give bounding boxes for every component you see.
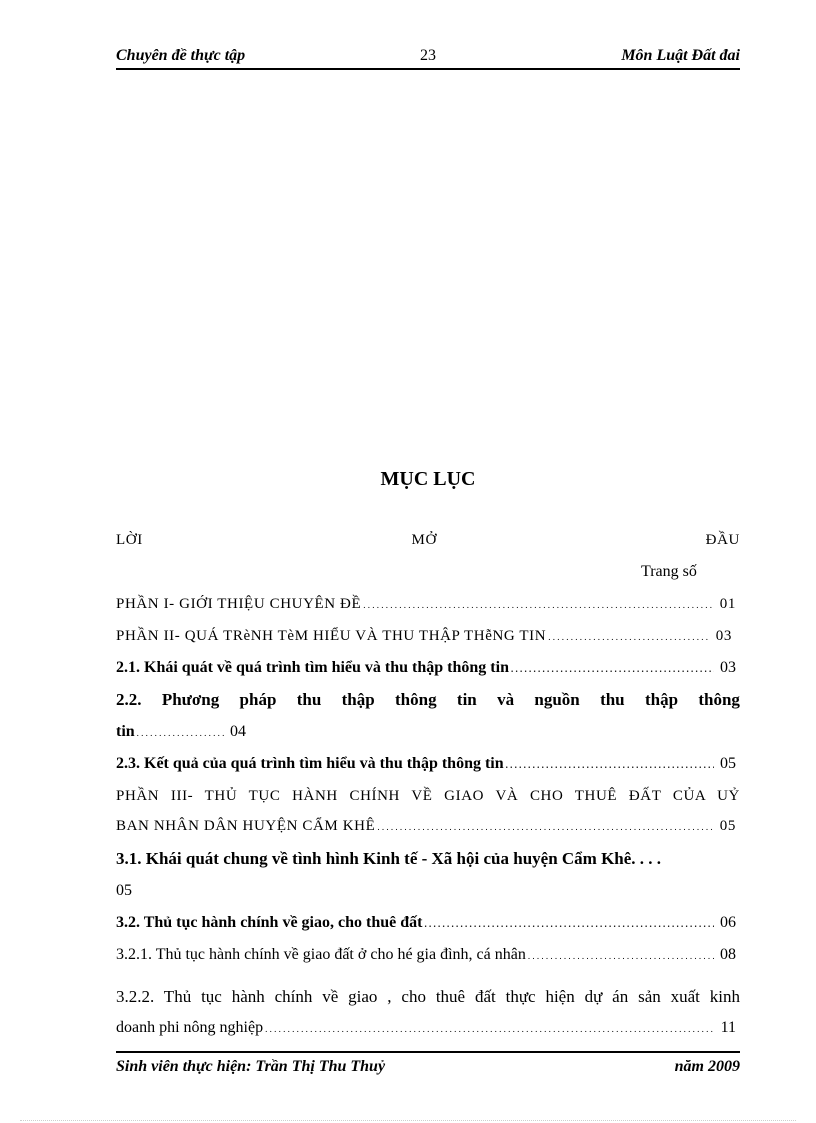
leader-dots xyxy=(511,659,714,679)
toc-entry-part-3-cont[interactable] xyxy=(116,816,740,837)
entry-text: PHẦN I- GIỚI THIỆU CHUYÊN ĐỀ xyxy=(116,596,362,612)
entry-text: tin xyxy=(116,723,135,740)
toc-title: MỤC LỤC xyxy=(380,468,476,490)
page-number: 23 xyxy=(420,47,436,64)
leader-dots xyxy=(363,595,714,615)
entry-text-line1: PHẦN III- THỦ TỤC HÀNH CHÍNH VỀ GIAO VÀ CHO THUÊ ĐẤT CỦA UỶ xyxy=(116,788,740,804)
leader-dots xyxy=(548,627,710,647)
toc-entry-3-2-1[interactable] xyxy=(116,945,740,966)
footer-left: Sinh viên thực hiện: Trần Thị Thu Thuỷ xyxy=(116,1058,386,1075)
entry-page: 06 xyxy=(720,914,736,931)
entry-word: thông xyxy=(698,690,740,709)
intro-word-1: LỜI xyxy=(116,532,143,548)
toc-entry-part-3[interactable] xyxy=(116,786,740,806)
entry-text: 3.1. Khái quát chung về tình hình Kinh tế - Xã hội của huyện Cẩm Khê. . . . xyxy=(116,849,662,868)
toc-entry-part-2[interactable] xyxy=(116,626,740,647)
entry-word: và xyxy=(497,690,515,709)
entry-word: Phương xyxy=(161,690,220,709)
toc-intro xyxy=(116,530,740,550)
toc-entry-part-1[interactable] xyxy=(116,594,740,615)
leader-dots xyxy=(137,723,224,743)
entry-word: thông xyxy=(395,690,437,709)
intro-word-2: MỞ xyxy=(411,532,437,548)
entry-page: 05 xyxy=(720,755,736,772)
header-left: Chuyên đề thực tập xyxy=(116,47,246,64)
entry-page: 08 xyxy=(720,946,736,963)
toc-entry-3-2[interactable] xyxy=(116,913,740,934)
toc-entry-3-2-2-cont[interactable] xyxy=(116,1018,740,1039)
toc-entry-2-1[interactable] xyxy=(116,658,740,679)
header-right: Môn Luật Đất đai xyxy=(621,47,740,64)
entry-word: nguồn xyxy=(534,690,580,709)
toc-entry-2-2-cont[interactable] xyxy=(116,722,246,743)
toc-entry-2-3[interactable] xyxy=(116,754,740,775)
leader-dots xyxy=(506,755,714,775)
toc-entry-2-2[interactable] xyxy=(116,690,740,710)
entry-page: 04 xyxy=(230,723,246,740)
toc-entry-3-1-page: 05 xyxy=(116,882,132,899)
page-header xyxy=(116,46,740,70)
page-column-label: Trang số xyxy=(641,563,697,580)
entry-word: thập xyxy=(644,690,679,709)
leader-dots xyxy=(424,914,714,934)
entry-text: PHẦN II- QUÁ TRèNH TèM HIỂU VÀ THU THẬP THễNG TIN xyxy=(116,628,547,644)
footer-right: năm 2009 xyxy=(674,1058,740,1075)
entry-text-line2: BAN NHÂN DÂN HUYỆN CẨM KHÊ xyxy=(116,818,376,834)
page-footer xyxy=(116,1051,740,1079)
toc-entry-3-2-2[interactable] xyxy=(116,987,740,1007)
entry-word: pháp xyxy=(239,690,277,709)
entry-word: thu xyxy=(296,690,322,709)
toc-entry-3-1[interactable] xyxy=(116,849,740,869)
entry-word: thập xyxy=(341,690,375,709)
entry-page: 05 xyxy=(719,818,736,834)
entry-text-line2: doanh phi nông nghiệp xyxy=(116,1019,264,1036)
leader-dots xyxy=(265,1019,715,1039)
leader-dots xyxy=(377,817,713,837)
entry-page: 03 xyxy=(715,628,732,644)
entry-text: 3.2.1. Thủ tục hành chính về giao đất ở cho hé gia đình, cá nhân xyxy=(116,946,526,963)
entry-text-line1: 3.2.2. Thủ tục hành chính về giao , cho thuê đất thực hiện dự án sản xuất kinh xyxy=(116,987,740,1006)
entry-word: 2.2. xyxy=(116,690,142,709)
entry-page: 11 xyxy=(720,1019,736,1036)
leader-dots xyxy=(528,946,714,966)
intro-word-3: ĐẦU xyxy=(705,532,740,548)
entry-word: tin xyxy=(456,690,477,709)
entry-text: 3.2. Thủ tục hành chính về giao, cho thuê đất xyxy=(116,914,423,931)
entry-text: 2.3. Kết quả của quá trình tìm hiểu và thu thập thông tin xyxy=(116,755,504,772)
entry-page: 01 xyxy=(719,596,736,612)
entry-page: 03 xyxy=(720,659,736,676)
page-edge-divider xyxy=(20,1120,796,1121)
entry-word: thu xyxy=(600,690,625,709)
entry-text: 2.1. Khái quát về quá trình tìm hiểu và thu thập thông tin xyxy=(116,659,509,676)
